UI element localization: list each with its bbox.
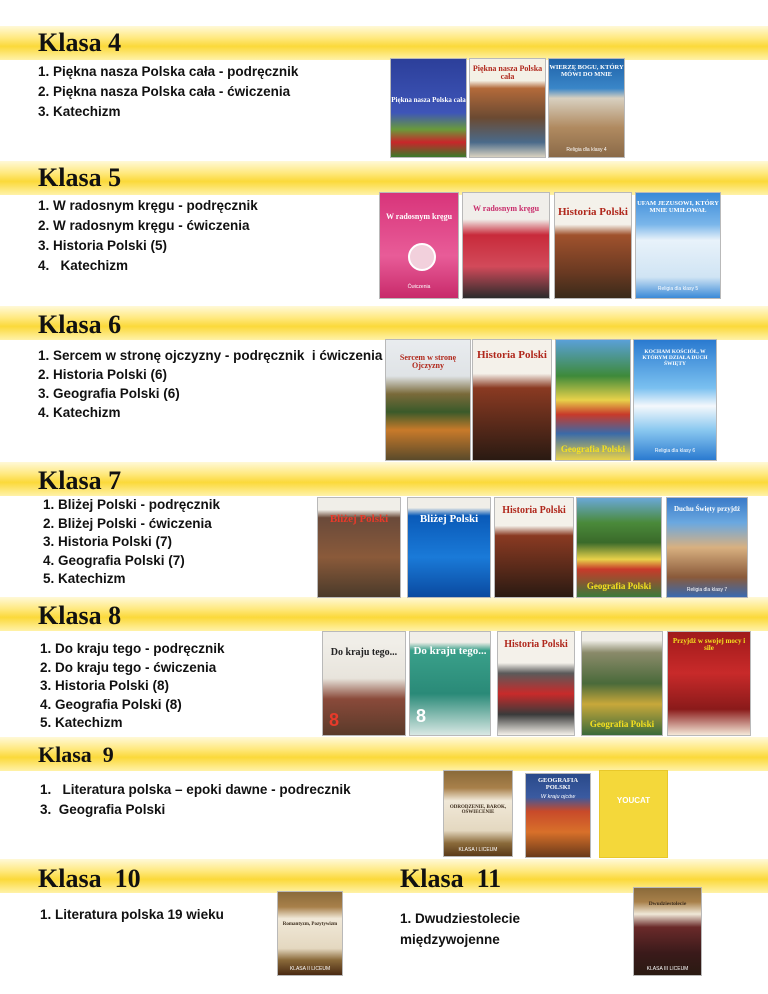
- list-item: 2. Piękna nasza Polska cała - ćwiczenia: [38, 84, 291, 99]
- book-cover: GEOGRAFIA POLSKI W kraju ojców: [525, 773, 591, 858]
- list-item: 1. Sercem w stronę ojczyzny - podręcznik i ćwiczenia: [38, 348, 383, 363]
- book-cover: Piękna nasza Polska cała: [469, 58, 546, 158]
- book-list: [400, 908, 520, 950]
- book-cover: Przyjdź w swojej mocy i sile: [667, 631, 751, 736]
- list-item: 4. Geografia Polski (8): [40, 696, 182, 712]
- book-cover: Geografia Polski: [581, 631, 663, 736]
- book-cover: ODRODZENIE, BAROK, OŚWIECENIE KLASA I LICEUM: [443, 770, 513, 857]
- list-item: 1. Literatura polska – epoki dawne - podrecznik: [40, 782, 351, 797]
- list-item: 5. Katechizm: [43, 571, 126, 586]
- book-cover: KOCHAM KOŚCIÓŁ, W KTÓRYM DZIAŁA DUCH ŚWIĘTY Religia dla klasy 6: [633, 339, 717, 461]
- book-cover: Historia Polski: [554, 192, 632, 299]
- book-cover: Geografia Polski: [555, 339, 631, 461]
- book-cover: Geografia Polski: [576, 497, 662, 598]
- book-list: [40, 640, 225, 733]
- book-cover: Dwudziestolecie KLASA III LICEUM: [633, 887, 702, 976]
- section-title: Klasa 6: [38, 310, 122, 339]
- list-item: 3. Historia Polski (8): [40, 678, 170, 693]
- list-item: 2. Bliżej Polski - ćwiczenia: [43, 515, 212, 531]
- list-item: międzywojenne: [400, 932, 500, 947]
- book-list: [38, 346, 382, 422]
- book-cover: W radosnym kręgu: [462, 192, 550, 299]
- book-list: [38, 62, 298, 122]
- book-cover: Historia Polski: [494, 497, 574, 598]
- section-title: Klasa 8: [38, 601, 122, 630]
- list-item: 2. Do kraju tego - ćwiczenia: [40, 659, 217, 675]
- list-item: 1. Do kraju tego - podręcznik: [40, 641, 225, 656]
- list-item: 1. Literatura polska 19 wieku: [40, 907, 224, 922]
- list-item: 4. Katechizm: [38, 258, 129, 273]
- section-title: Klasa 4: [38, 28, 122, 57]
- decorative-ornament: [408, 243, 436, 271]
- list-item: 3. Katechizm: [38, 104, 121, 119]
- book-cover: UFAM JEZUSOWI, KTÓRY MNIE UMIŁOWAŁ Religia dla klasy 5: [635, 192, 721, 299]
- section-band: [0, 737, 768, 771]
- book-list: [43, 496, 220, 589]
- list-item: 1. Dwudziestolecie: [400, 911, 521, 926]
- list-item: 1. Bliżej Polski - podręcznik: [43, 497, 221, 512]
- book-cover: Historia Polski: [497, 631, 575, 736]
- book-cover: W radosnym kręgu Ćwiczenia: [379, 192, 459, 299]
- book-cover: Do kraju tego... 8: [322, 631, 406, 736]
- list-item: 2. Historia Polski (6): [38, 367, 168, 382]
- book-cover: Sercem w stronę Ojczyzny: [385, 339, 471, 461]
- list-item: 3. Geografia Polski (6): [38, 386, 180, 401]
- list-item: 1. W radosnym kręgu - podręcznik: [38, 198, 258, 213]
- list-item: 3. Historia Polski (7): [43, 534, 173, 549]
- section-title: Klasa 9: [38, 742, 114, 767]
- section-title: Klasa 5: [38, 163, 122, 192]
- section-title: Klasa 7: [38, 466, 122, 495]
- book-list: [40, 905, 224, 925]
- list-item: 3. Geografia Polski: [40, 802, 166, 817]
- list-item: 1. Piękna nasza Polska cała - podręcznik: [38, 64, 299, 79]
- book-cover: Duchu Święty przyjdź Religia dla klasy 7: [666, 497, 748, 598]
- section-title: Klasa 10: [38, 864, 141, 893]
- list-item: 4. Geografia Polski (7): [43, 552, 185, 568]
- book-list: [38, 196, 258, 276]
- book-list: [40, 780, 351, 820]
- book-cover: Bliżej Polski: [317, 497, 401, 598]
- book-cover: Romantyzm, Pozytywizm KLASA II LICEUM: [277, 891, 343, 976]
- book-cover: Do kraju tego... 8: [409, 631, 491, 736]
- book-cover: Piękna nasza Polska cała: [390, 58, 467, 158]
- list-item: 3. Historia Polski (5): [38, 238, 168, 253]
- list-item: 4. Katechizm: [38, 405, 121, 420]
- book-cover: Historia Polski: [472, 339, 552, 461]
- list-item: 2. W radosnym kręgu - ćwiczenia: [38, 218, 250, 233]
- book-cover: Bliżej Polski: [407, 497, 491, 598]
- list-item: 5. Katechizm: [40, 715, 123, 730]
- book-cover: YOUCAT: [599, 770, 668, 858]
- section-title: Klasa 11: [400, 864, 502, 893]
- book-cover: WIERZĘ BOGU, KTÓRY MÓWI DO MNIE Religia dla klasy 4: [548, 58, 625, 158]
